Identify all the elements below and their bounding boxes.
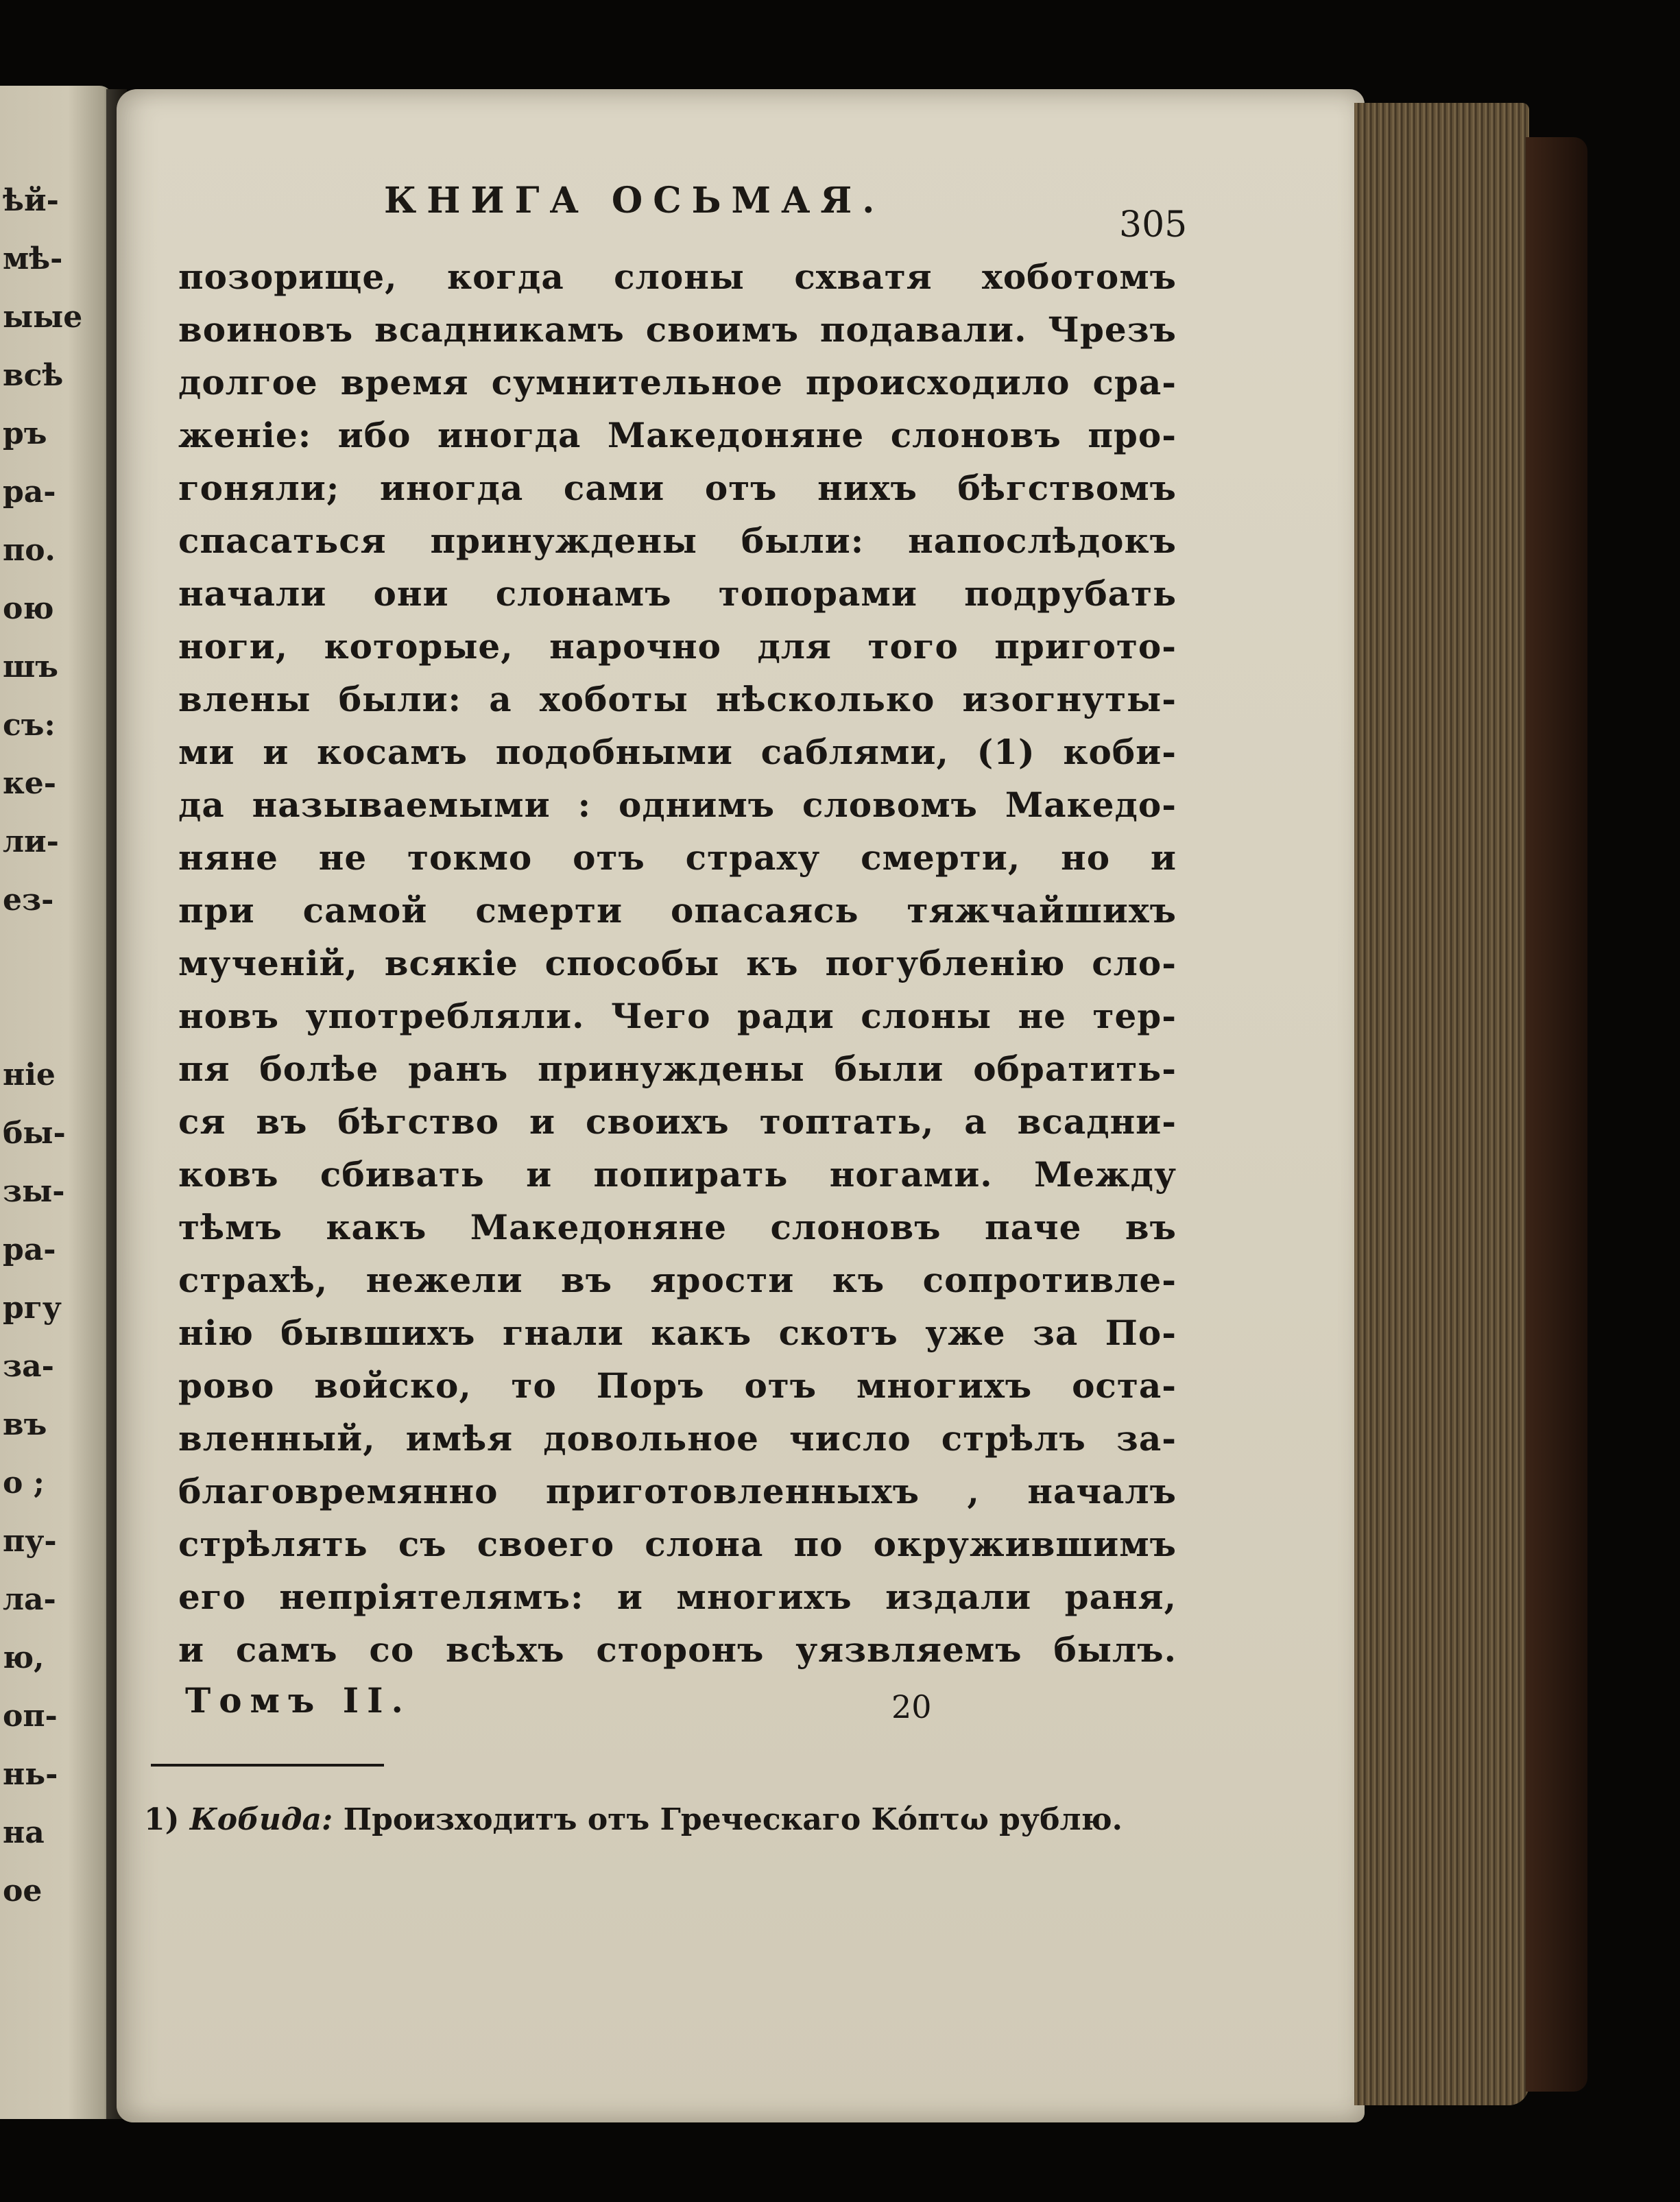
left-page-line-fragment: ла- — [3, 1582, 56, 1617]
signature-mark: Томъ II. — [185, 1680, 411, 1721]
footnote-rule — [151, 1764, 384, 1767]
left-page-line-fragment: ръ — [3, 416, 47, 451]
left-page-line-fragment: ю, — [3, 1640, 45, 1675]
text-line: и самъ со всѣхъ сторонъ уязвляемъ былъ. — [178, 1629, 1177, 1670]
text-line: долгое время сумнительное происходило сра- — [178, 362, 1177, 403]
left-page-line-fragment: на — [3, 1815, 45, 1850]
text-line: влены были: а хоботы нѣсколько изогнуты- — [178, 679, 1177, 719]
left-page-line-fragment: ке- — [3, 766, 57, 801]
left-page-line-fragment: всѣ — [3, 358, 64, 393]
left-page-line-fragment: ез- — [3, 883, 54, 918]
left-page-line-fragment: ра- — [3, 1232, 56, 1267]
footnote-text: Произходитъ отъ Греческаго Κόπτω рублю. — [343, 1802, 1123, 1837]
running-header: КНИГА ОСЬМАЯ. — [384, 180, 885, 222]
left-page-line-fragment: шъ — [3, 649, 59, 684]
text-line: начали они слонамъ топорами подрубать — [178, 573, 1177, 614]
text-line: вленный, имѣя довольное число стрѣлъ за- — [178, 1418, 1177, 1459]
text-line: новъ употребляли. Чего ради слоны не тер- — [178, 996, 1177, 1036]
footnote — [144, 1802, 1159, 1837]
left-page-line-fragment: ѣй- — [3, 183, 59, 218]
text-line: няне не токмо отъ страху смерти, но и — [178, 837, 1177, 878]
text-line: мученій, всякіе способы къ погубленію сло- — [178, 943, 1177, 983]
left-page-line-fragment: мѣ- — [3, 241, 63, 276]
text-line: при самой смерти опасаясь тяжчайшихъ — [178, 890, 1177, 931]
text-line: ковъ сбивать и попирать ногами. Между — [178, 1154, 1177, 1195]
text-line: спасаться принуждены были: напослѣдокъ — [178, 520, 1177, 561]
facing-left-page — [0, 86, 113, 2119]
left-page-line-fragment: бы- — [3, 1116, 66, 1151]
text-line: да называемыми : однимъ словомъ Македо- — [178, 785, 1177, 825]
left-page-line-fragment: съ: — [3, 708, 56, 743]
signature-number: 20 — [891, 1688, 932, 1725]
left-page-line-fragment: нь- — [3, 1757, 58, 1792]
left-page-line-fragment: ра- — [3, 475, 56, 510]
text-line: страхѣ, нежели въ ярости къ сопротивле- — [178, 1260, 1177, 1300]
left-page-line-fragment: ргу — [3, 1291, 62, 1326]
text-line: женіе: ибо иногда Македоняне слоновъ про- — [178, 415, 1177, 455]
text-line: пя болѣе ранъ принуждены были обратить- — [178, 1049, 1177, 1089]
text-line: стрѣлять съ своего слона по окружившимъ — [178, 1524, 1177, 1564]
text-line: воиновъ всадникамъ своимъ подавали. Чрезъ — [178, 309, 1177, 350]
body-text — [178, 250, 1177, 1676]
left-page-line-fragment: въ — [3, 1407, 47, 1442]
left-page-line-fragment: ыые — [3, 300, 83, 335]
left-page-line-fragment: ніе — [3, 1057, 56, 1092]
left-page-line-fragment: ли- — [3, 824, 59, 859]
left-page-line-fragment: ое — [3, 1874, 43, 1908]
text-line: ся въ бѣгство и своихъ топтать, а всадни- — [178, 1101, 1177, 1142]
left-page-line-fragment: за- — [3, 1349, 54, 1384]
text-line: позорище, когда слоны схватя хоботомъ — [178, 256, 1177, 297]
text-line: тѣмъ какъ Македоняне слоновъ паче въ — [178, 1207, 1177, 1247]
text-line: нію бывшихъ гнали какъ скотъ уже за По- — [178, 1313, 1177, 1353]
left-page-line-fragment: зы- — [3, 1174, 65, 1209]
text-line: ноги, которые, нарочно для того пригото- — [178, 626, 1177, 667]
left-page-line-fragment: пу- — [3, 1524, 57, 1559]
book-cover-edge — [1526, 137, 1587, 2092]
text-line: гоняли; иногда сами отъ нихъ бѣгствомъ — [178, 468, 1177, 508]
text-line: рово войско, то Поръ отъ многихъ оста- — [178, 1365, 1177, 1406]
page-number: 305 — [1119, 204, 1188, 246]
footnote-marker: 1) — [144, 1802, 180, 1837]
text-line: благовремянно приготовленныхъ , началъ — [178, 1471, 1177, 1511]
text-line: ми и косамъ подобными саблями, (1) коби- — [178, 732, 1177, 772]
page-block-edge — [1354, 103, 1529, 2105]
left-page-line-fragment: ою — [3, 591, 54, 626]
left-page-line-fragment: оп- — [3, 1699, 58, 1734]
left-page-line-fragment: о ; — [3, 1465, 45, 1500]
footnote-term: Кобида: — [189, 1802, 333, 1837]
text-line: его непріятелямъ: и многихъ издали раня, — [178, 1577, 1177, 1617]
left-page-line-fragment: по. — [3, 533, 56, 568]
